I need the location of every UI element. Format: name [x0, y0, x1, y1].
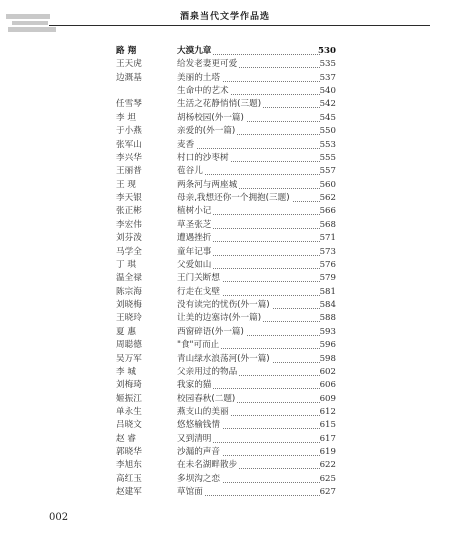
toc-title: 遭遇挫折 [177, 233, 212, 244]
toc-title: 没有读完的忧伤(外一篇) [177, 300, 270, 311]
toc-title: 大漠九章 [177, 46, 212, 56]
toc-title: 青山绿水浪荡河(外一篇) [177, 353, 270, 364]
toc-author: 刘梅琦 [116, 380, 142, 391]
toc-author: 李 城 [116, 366, 136, 377]
toc-author: 陈宗海 [116, 286, 142, 297]
toc-entry [0, 312, 450, 325]
toc-page-number: 545 [319, 112, 336, 123]
toc-author: 王丽普 [116, 166, 142, 177]
toc-entry [0, 446, 450, 459]
toc-title: 多坝沟之恋 [177, 473, 220, 484]
toc-author: 周聪德 [116, 340, 142, 351]
toc-author: 吕晓文 [116, 420, 142, 431]
toc-title: 我家的猫 [177, 380, 212, 391]
toc-entry [0, 459, 450, 472]
toc-entry [0, 152, 450, 165]
toc-entry [0, 486, 450, 499]
toc-entry [0, 219, 450, 232]
toc-title: 胡杨校园(外一篇) [177, 112, 244, 123]
toc-page-number: 627 [319, 487, 336, 498]
toc-author: 赵建军 [116, 487, 142, 498]
toc-page-number: 553 [319, 139, 336, 150]
toc-author: 高红玉 [116, 473, 142, 484]
toc-author: 李宏伟 [116, 219, 142, 230]
toc-page-number: 560 [319, 179, 336, 190]
toc-entry [0, 179, 450, 192]
toc-page-number: 568 [319, 219, 336, 230]
toc-page-number: 540 [319, 86, 336, 97]
toc-page-number: 535 [319, 59, 336, 70]
toc-page-number: 550 [319, 126, 336, 137]
toc-page-number: 596 [319, 340, 336, 351]
toc-author: 马学全 [116, 246, 142, 257]
toc-entry [0, 339, 450, 352]
toc-author: 任雪琴 [116, 99, 142, 110]
toc-author: 路 翔 [116, 46, 137, 56]
toc-page-number: 612 [319, 406, 336, 417]
toc-title: 父亲用过的物品 [177, 366, 238, 377]
toc-entry [0, 419, 450, 432]
toc-entry [0, 125, 450, 138]
toc-author: 边溉基 [116, 72, 142, 83]
toc-title: 麦香 [177, 139, 195, 150]
toc-page-number: 619 [319, 447, 336, 458]
toc-title: 亲爱的(外一篇) [177, 126, 236, 137]
toc-page-number: 542 [319, 99, 336, 110]
toc-page-number: 566 [319, 206, 336, 217]
toc-page-number: 602 [319, 366, 336, 377]
toc-page-number: 576 [319, 259, 336, 270]
toc-entry [0, 433, 450, 446]
toc-entry [0, 112, 450, 125]
toc-page-number: 557 [319, 166, 336, 177]
toc-author: 夏 惠 [116, 326, 136, 337]
toc-dot-leader [177, 148, 320, 149]
toc-page-number: 622 [319, 460, 336, 471]
toc-page-number: 606 [319, 380, 336, 391]
toc-title: 行走在戈壁 [177, 286, 220, 297]
toc-author: 李 坦 [116, 112, 136, 123]
page-number: 002 [49, 512, 69, 523]
toc-entry [0, 473, 450, 486]
toc-title: 生活之花静悄悄(三题) [177, 99, 262, 110]
toc-author: 丁 琪 [116, 259, 136, 270]
toc-author: 王 现 [116, 179, 136, 190]
toc-entry [0, 72, 450, 85]
toc-title: 草圣张芝 [177, 219, 212, 230]
toc-entry [0, 139, 450, 152]
toc-entry [0, 98, 450, 111]
running-header: 酒泉当代文学作品选 [179, 12, 270, 22]
toc-entry [0, 379, 450, 392]
header-rule [49, 25, 430, 26]
toc-title: 苞谷儿 [177, 166, 203, 177]
toc-entry [0, 205, 450, 218]
toc-author: 刘晓梅 [116, 300, 142, 311]
toc-entry [0, 406, 450, 419]
toc-author: 温全禄 [116, 273, 142, 284]
toc-author: 赵 睿 [116, 433, 136, 444]
toc-page-number: 617 [319, 433, 336, 444]
toc-entry [0, 299, 450, 312]
toc-title: 沙漏的声音 [177, 447, 220, 458]
toc-title: 美丽的土塔 [177, 72, 220, 83]
toc-page-number: 584 [319, 300, 336, 311]
toc-title: 父爱如山 [177, 259, 212, 270]
toc-page-number: 593 [319, 326, 336, 337]
toc-title: "食"可而止 [177, 340, 220, 351]
toc-author: 李兴华 [116, 152, 142, 163]
toc-title: 草馆面 [177, 487, 203, 498]
toc-title: 母亲,我想还你一个拥抱(三题) [177, 193, 290, 204]
toc-author: 王晓玲 [116, 313, 142, 324]
toc-title: 村口的沙枣树 [177, 152, 229, 163]
toc-entry [0, 58, 450, 71]
toc-page-number: 555 [319, 152, 336, 163]
toc-page-number: 615 [319, 420, 336, 431]
toc-page-number: 581 [319, 286, 336, 297]
toc-entry [0, 393, 450, 406]
toc-title: 在未名湖畔散步 [177, 460, 238, 471]
toc-entry [0, 286, 450, 299]
toc-entry [0, 232, 450, 245]
toc-title: 王门关断想 [177, 273, 220, 284]
toc-page-number: 571 [319, 233, 336, 244]
toc-page-number: 588 [319, 313, 336, 324]
toc-page-number: 598 [319, 353, 336, 364]
toc-page-number: 537 [319, 72, 336, 83]
toc-title: 校园春秋(二题) [177, 393, 236, 404]
toc-page-number: 579 [319, 273, 336, 284]
toc-author: 王天虎 [116, 59, 142, 70]
toc-entry [0, 246, 450, 259]
toc-title: 悠悠榆钱情 [177, 420, 220, 431]
toc-entry [0, 85, 450, 98]
toc-author: 刘芬泼 [116, 233, 142, 244]
toc-title: 燕支山的美丽 [177, 406, 229, 417]
toc-page-number: 573 [319, 246, 336, 257]
toc-entry [0, 326, 450, 339]
toc-title: 西窗碎语(外一篇) [177, 326, 244, 337]
toc-entry [0, 259, 450, 272]
toc-author: 吴万军 [116, 353, 142, 364]
toc-title: 生命中的艺术 [177, 86, 229, 97]
toc-entry [0, 165, 450, 178]
toc-author: 张正彬 [116, 206, 142, 217]
toc-title: 又到清明 [177, 433, 212, 444]
toc-page-number: 609 [319, 393, 336, 404]
toc-author: 姬振江 [116, 393, 142, 404]
toc-entry [0, 45, 450, 58]
toc-entry [0, 366, 450, 379]
toc-entry [0, 192, 450, 205]
toc-author: 单永生 [116, 406, 142, 417]
toc-author: 李天银 [116, 193, 142, 204]
toc-page-number: 562 [319, 193, 336, 204]
toc-page-number: 625 [319, 473, 336, 484]
toc-page-number: 530 [318, 46, 336, 56]
toc-title: 植树小记 [177, 206, 212, 217]
toc-title: 童年记事 [177, 246, 212, 257]
toc-title: 让美的边塞诗(外一篇) [177, 313, 262, 324]
toc-entry [0, 353, 450, 366]
toc-title: 两条河与两座城 [177, 179, 238, 190]
toc-author: 于小燕 [116, 126, 142, 137]
toc-author: 郭晓华 [116, 447, 142, 458]
toc-title: 给发老妻更可爱 [177, 59, 238, 70]
toc-entry [0, 272, 450, 285]
toc-author: 李旭东 [116, 460, 142, 471]
toc-author: 张军山 [116, 139, 142, 150]
